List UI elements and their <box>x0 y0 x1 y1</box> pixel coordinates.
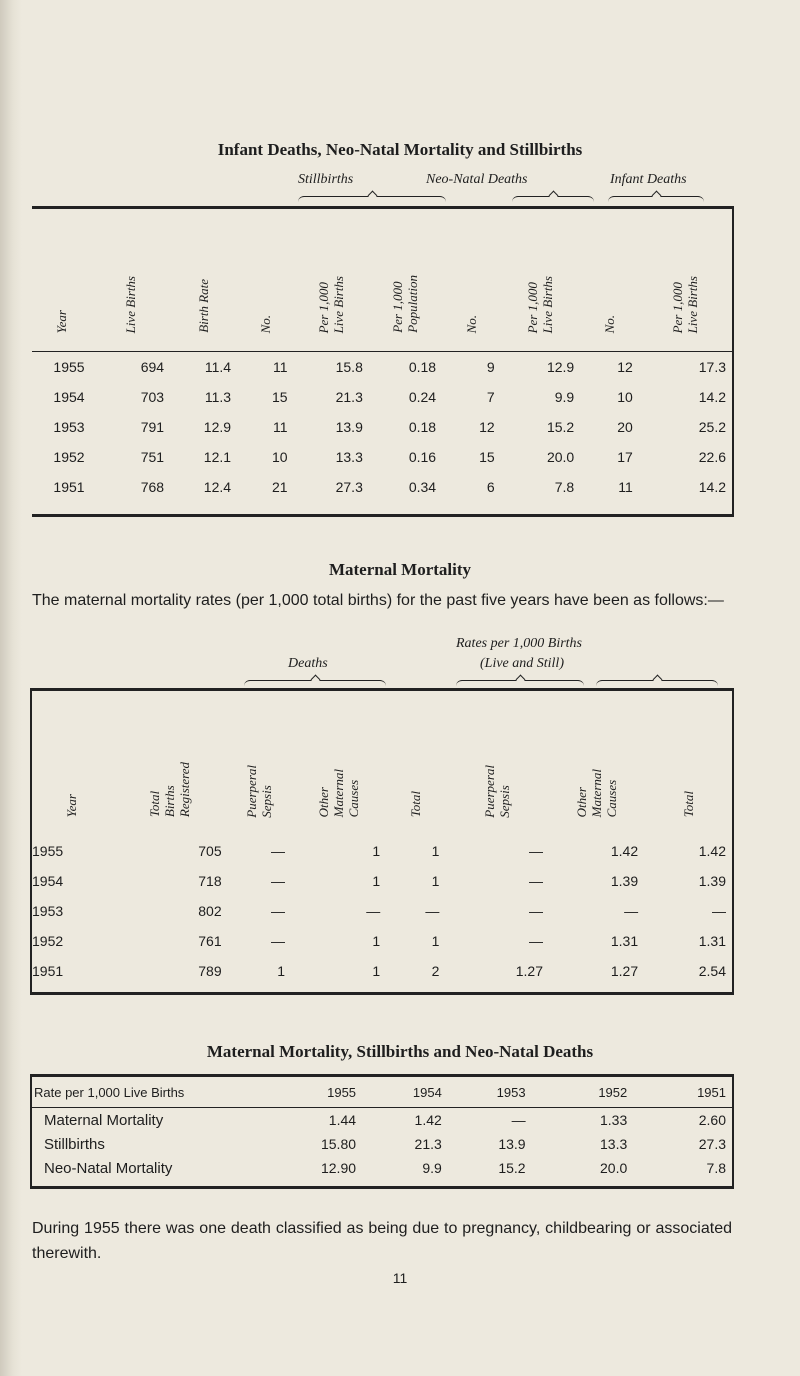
cell: 13.9 <box>498 1136 526 1152</box>
cell: — <box>528 842 543 859</box>
row-label: Maternal Mortality <box>44 1111 164 1129</box>
cell: — <box>425 902 440 919</box>
cell: — <box>712 902 726 919</box>
table-row <box>31 1156 733 1180</box>
cell: 1.27 <box>610 962 639 979</box>
cell: 1953 <box>32 902 64 919</box>
cell: — <box>271 902 286 919</box>
row-label: Stillbirths <box>44 1135 105 1153</box>
table-row <box>32 352 733 383</box>
cell: 11.4 <box>204 359 232 375</box>
cell: 22.6 <box>698 449 726 465</box>
cell: 7.8 <box>706 1160 726 1176</box>
cell: 20.0 <box>546 449 575 465</box>
group-label-deaths: Deaths <box>288 656 328 671</box>
col-header: 1951 <box>633 1076 733 1108</box>
cell: 11 <box>272 419 288 435</box>
table-row <box>32 412 733 442</box>
cell: 802 <box>198 902 222 919</box>
cell: 12.90 <box>320 1160 357 1176</box>
cell: — <box>271 872 286 889</box>
cell: 2.54 <box>698 962 726 979</box>
cell: 1952 <box>53 449 85 465</box>
cell: 791 <box>140 419 165 435</box>
cell: 768 <box>140 479 165 495</box>
cell: — <box>624 902 639 919</box>
cell: 9.9 <box>422 1160 442 1176</box>
cell: 14.2 <box>698 389 726 405</box>
page-number: 11 <box>392 1270 408 1286</box>
cell: 14.2 <box>698 479 726 495</box>
table-row <box>32 442 733 472</box>
header-row <box>31 1076 733 1108</box>
cell: 1 <box>431 872 440 889</box>
cell: — <box>366 902 381 919</box>
cell: 15.8 <box>335 359 363 375</box>
table-row <box>31 956 733 986</box>
col-header: Total <box>408 791 424 818</box>
cell: 1954 <box>53 389 85 405</box>
cell: 1 <box>372 932 381 949</box>
cell: 12.9 <box>546 359 575 375</box>
cell: 694 <box>140 359 165 375</box>
cell: 2.60 <box>698 1112 726 1128</box>
cell: 703 <box>140 389 165 405</box>
cell: 1.33 <box>600 1112 628 1128</box>
cell: 12.1 <box>203 449 232 465</box>
cell: 1 <box>372 872 381 889</box>
cell: 17 <box>617 449 633 465</box>
group-label-stillbirths: Stillbirths <box>298 172 354 187</box>
cell: — <box>511 1112 526 1128</box>
table-row <box>31 1132 733 1156</box>
cell: 11 <box>272 359 288 375</box>
row-label: Neo-Natal Mortality <box>44 1159 173 1177</box>
cell: 27.3 <box>335 479 363 495</box>
col-header: Year <box>53 309 69 333</box>
cell: 20 <box>617 419 633 435</box>
group-label-infant: Infant Deaths <box>610 172 687 187</box>
cell: 21.3 <box>414 1136 442 1152</box>
cell: 1.44 <box>328 1112 357 1128</box>
page-edge-shadow <box>0 0 22 1376</box>
cell: 27.3 <box>698 1136 726 1152</box>
maternal-intro-text: The maternal mortality rates (per 1,000 total births) for the past five years have been as follows:— <box>32 592 724 609</box>
cell: 12.9 <box>203 419 232 435</box>
cell: 1.31 <box>698 932 726 949</box>
cell: 1 <box>431 932 440 949</box>
cell: 1.42 <box>414 1112 442 1128</box>
infant-deaths-table <box>32 206 734 517</box>
summary-title: Maternal Mortality, Stillbirths and Neo-Natal Deaths <box>206 1042 594 1061</box>
summary-table <box>30 1074 734 1189</box>
cell: 15.80 <box>320 1136 357 1152</box>
cell: 1954 <box>32 872 64 889</box>
cell: 0.24 <box>408 389 437 405</box>
cell: 11 <box>618 479 633 495</box>
col-header: Per 1,000 Live Births <box>670 275 701 333</box>
col-header: Other Maternal Causes <box>574 769 620 818</box>
cell: 20.0 <box>600 1160 628 1176</box>
cell: 1 <box>277 962 286 979</box>
col-header: Per 1,000 Live Births <box>525 275 556 333</box>
cell: 9 <box>486 359 495 375</box>
col-header: 1955 <box>284 1076 362 1108</box>
cell: 13.3 <box>335 449 363 465</box>
cell: 25.2 <box>698 419 726 435</box>
cell: — <box>271 842 286 859</box>
col-header: 1953 <box>448 1076 532 1108</box>
col-header: 1952 <box>532 1076 634 1108</box>
cell: 1 <box>431 842 440 859</box>
cell: 7 <box>486 389 495 405</box>
cell: 1953 <box>53 419 85 435</box>
group-label-neonatal: Neo-Natal Deaths <box>426 172 528 187</box>
cell: 13.9 <box>335 419 363 435</box>
col-header: No. <box>463 314 479 333</box>
group-label-rates-line1: Rates per 1,000 Births <box>456 636 582 651</box>
cell: 1 <box>372 962 381 979</box>
infant-deaths-title: Infant Deaths, Neo-Natal Mortality and Stillbirths <box>217 140 583 159</box>
cell: — <box>271 932 286 949</box>
cell: 761 <box>198 932 222 949</box>
cell: 15.2 <box>546 419 575 435</box>
table-row <box>32 382 733 412</box>
cell: 0.18 <box>408 419 437 435</box>
footer-paragraph: During 1955 there was one death classified as being due to pregnancy, childbearing or associated therewith. <box>32 1220 732 1262</box>
cell: 0.18 <box>408 359 437 375</box>
col-header: Puerperal Sepsis <box>482 764 513 818</box>
col-header: Total <box>680 791 696 818</box>
cell: 9.9 <box>554 389 575 405</box>
cell: 718 <box>198 872 222 889</box>
cell: 705 <box>198 842 222 859</box>
cell: 1955 <box>32 842 64 859</box>
table-row <box>32 472 733 502</box>
col-header: Per 1,000 Live Births <box>316 275 347 333</box>
maternal-mortality-table <box>30 688 734 995</box>
cell: 0.34 <box>408 479 437 495</box>
cell: 1.27 <box>515 962 543 979</box>
col-header: No. <box>257 314 273 333</box>
cell: 7.8 <box>554 479 575 495</box>
col-header: 1954 <box>362 1076 448 1108</box>
table-row <box>31 836 733 866</box>
cell: — <box>528 932 543 949</box>
col-header: Per 1,000 Population <box>390 275 421 333</box>
col-header: No. <box>601 314 617 333</box>
cell: 1952 <box>32 932 64 949</box>
cell: 6 <box>486 479 495 495</box>
table-row <box>31 926 733 956</box>
col-header: Puerperal Sepsis <box>244 764 275 818</box>
group-label-rates-line2: (Live and Still) <box>480 656 564 671</box>
cell: 15 <box>479 449 495 465</box>
maternal-mortality-title: Maternal Mortality <box>328 560 472 579</box>
table-row <box>31 896 733 926</box>
cell: 1.39 <box>610 872 639 889</box>
cell: 10 <box>617 389 633 405</box>
col-header: Rate per 1,000 Live Births <box>31 1076 284 1108</box>
col-header: Live Births <box>122 275 138 333</box>
cell: 12.4 <box>203 479 232 495</box>
col-header: Total Births Registered <box>146 762 192 818</box>
table-row <box>31 866 733 896</box>
table-row <box>31 1108 733 1133</box>
cell: 10 <box>271 449 288 465</box>
col-header: Birth Rate <box>196 279 212 333</box>
cell: 1.39 <box>698 872 726 889</box>
cell: — <box>528 872 543 889</box>
header-row <box>31 690 733 836</box>
cell: 1.42 <box>610 842 639 859</box>
cell: 17.3 <box>698 359 726 375</box>
cell: 751 <box>140 449 165 465</box>
cell: 1951 <box>53 479 85 495</box>
cell: 1.31 <box>610 932 639 949</box>
cell: 12 <box>617 359 633 375</box>
cell: 21.3 <box>335 389 363 405</box>
cell: 789 <box>198 962 222 979</box>
cell: 1 <box>372 842 381 859</box>
cell: 13.3 <box>600 1136 628 1152</box>
cell: — <box>528 902 543 919</box>
col-header: Year <box>64 794 80 818</box>
cell: 1.42 <box>698 842 726 859</box>
cell: 1955 <box>53 359 85 375</box>
cell: 11.3 <box>204 389 232 405</box>
cell: 2 <box>431 962 440 979</box>
header-row <box>32 208 733 352</box>
cell: 21 <box>271 479 288 495</box>
cell: 12 <box>479 419 495 435</box>
cell: 1951 <box>32 962 64 979</box>
col-header: Other Maternal Causes <box>316 769 362 818</box>
cell: 0.16 <box>408 449 437 465</box>
cell: 15.2 <box>498 1160 526 1176</box>
cell: 15 <box>271 389 288 405</box>
